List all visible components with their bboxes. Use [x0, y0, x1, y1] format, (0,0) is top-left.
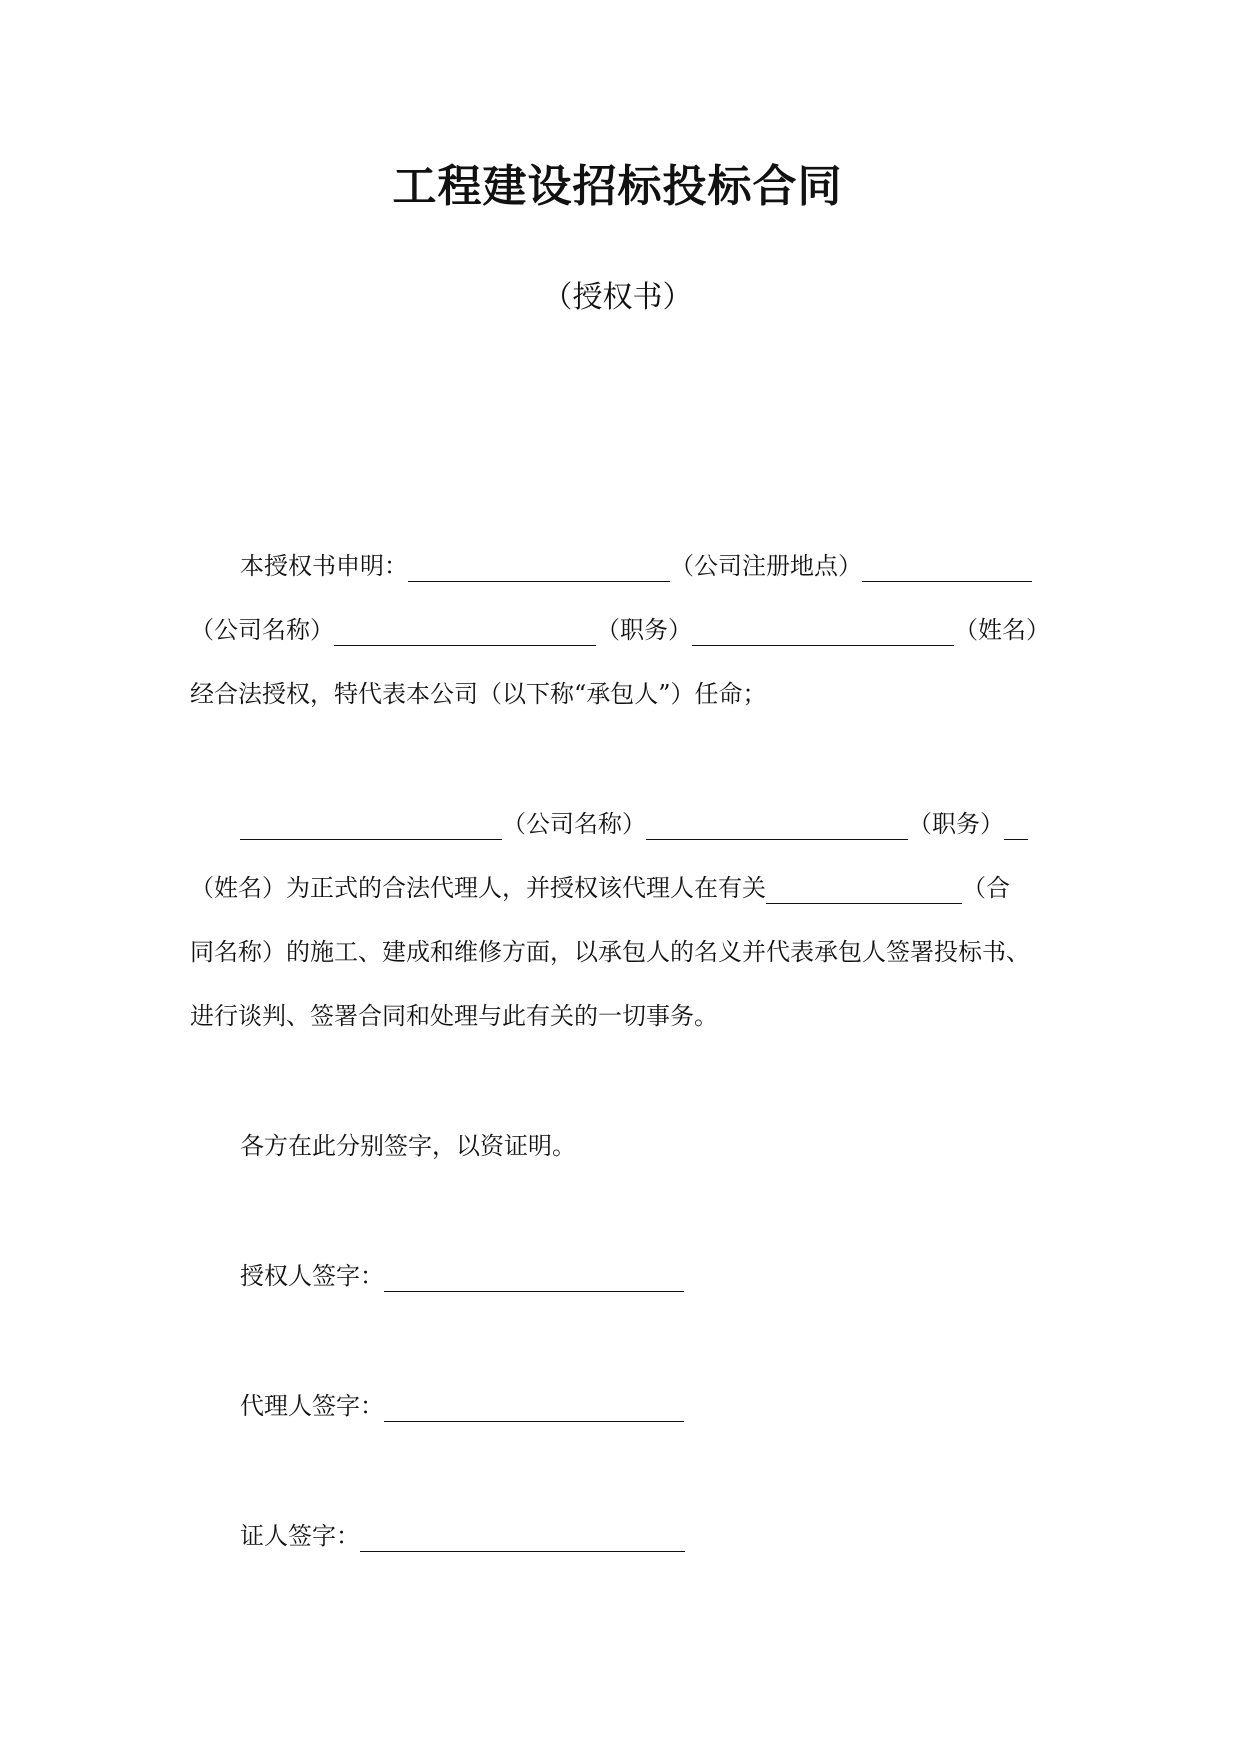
authorizer-signature-row — [190, 1260, 1050, 1292]
position-blank-1[interactable] — [334, 619, 596, 646]
company-address-label: （公司注册地点） — [670, 552, 862, 580]
witness-signature-label: 证人签字： — [240, 1522, 360, 1550]
name-blank-1[interactable] — [692, 619, 954, 646]
document-title: 工程建设招标投标合同 — [392, 161, 843, 212]
agent-signature-row — [190, 1390, 1050, 1422]
document-subtitle: （授权书） — [542, 280, 693, 315]
name-blank-2[interactable] — [1004, 813, 1028, 840]
para1-line2 — [190, 614, 1050, 646]
para2-line3: 同名称）的施工、建成和维修方面，以承包人的名义并代表承包人签署投标书、 — [190, 938, 1030, 966]
company-name-label-1: （公司名称） — [190, 616, 334, 644]
witness-signature-blank[interactable] — [360, 1525, 685, 1552]
para1-intro-text: 本授权书申明： — [240, 552, 408, 580]
company-name-blank-1[interactable] — [862, 555, 1032, 582]
company-name-blank-2[interactable] — [240, 813, 502, 840]
name-label-1: （姓名） — [954, 616, 1050, 644]
para1-line3: 经合法授权，特代表本公司（以下称“承包人”）任命； — [190, 680, 767, 708]
position-blank-2[interactable] — [646, 813, 908, 840]
para2-line1 — [190, 808, 1050, 840]
agent-signature-label: 代理人签字： — [240, 1392, 384, 1420]
company-address-blank[interactable] — [408, 555, 670, 582]
position-label-1: （职务） — [596, 616, 692, 644]
witness-signature-row — [190, 1520, 1050, 1552]
para2-line2 — [190, 872, 1050, 904]
authorizer-signature-label: 授权人签字： — [240, 1262, 384, 1290]
para2-line4: 进行谈判、签署合同和处理与此有关的一切事务。 — [190, 1002, 718, 1030]
contract-name-blank[interactable] — [766, 877, 962, 904]
agent-appointment-text: （姓名）为正式的合法代理人，并授权该代理人在有关 — [190, 874, 766, 902]
agent-signature-blank[interactable] — [384, 1395, 684, 1422]
para1-line1 — [190, 550, 1050, 582]
contract-name-label: （合 — [962, 874, 1010, 902]
authorizer-signature-blank[interactable] — [384, 1265, 684, 1292]
position-label-2: （职务） — [908, 810, 1004, 838]
para3-line: 各方在此分别签字，以资证明。 — [240, 1132, 576, 1160]
company-name-label-2: （公司名称） — [502, 810, 646, 838]
